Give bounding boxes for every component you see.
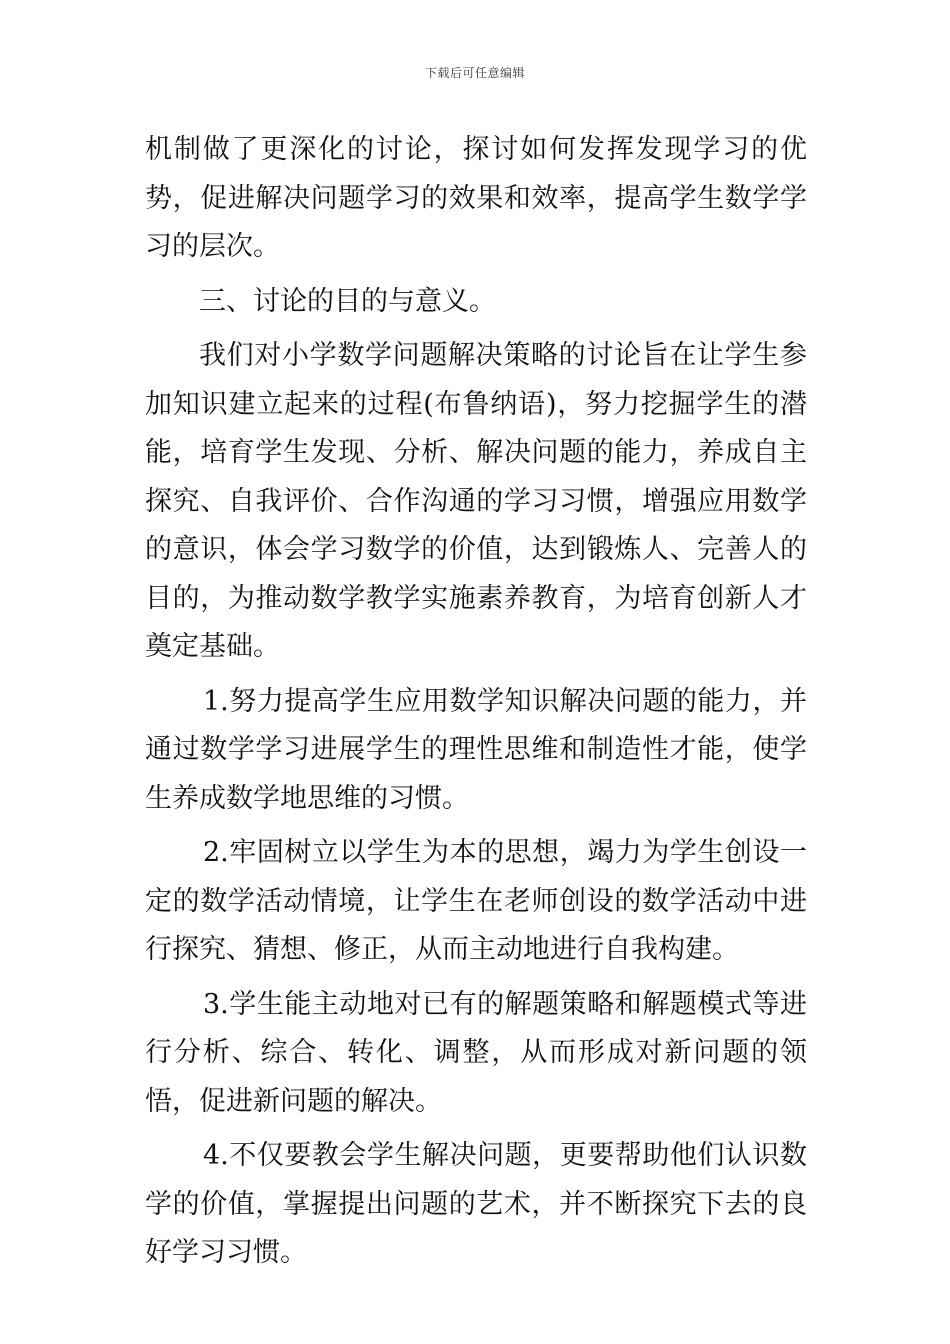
page-header-note: 下载后可任意编辑 bbox=[424, 66, 525, 80]
list-item-4: 4.不仅要教会学生解决问题，更要帮助他们认识数学的价值，掌握提出问题的艺术，并不断探究下去的良好学习习惯。 bbox=[145, 1140, 807, 1268]
list-item-1: 1.努力提高学生应用数学知识解决问题的能力，并通过数学学习进展学生的理性思维和制造性才能，使学生养成数学地思维的习惯。 bbox=[145, 685, 807, 814]
document-body bbox=[145, 126, 807, 1278]
list-item-2: 2.牢固树立以学生为本的思想，竭力为学生创设一定的数学活动情境，让学生在老师创设的数学活动中进行探究、猜想、修正，从而主动地进行自我构建。 bbox=[145, 837, 807, 965]
list-item-3: 3.学生能主动地对已有的解题策略和解题模式等进行分析、综合、转化、调整，从而形成对新问题的领悟，促进新问题的解决。 bbox=[145, 988, 807, 1117]
section-heading: 三、讨论的目的与意义。 bbox=[199, 285, 496, 317]
paragraph-continuation: 机制做了更深化的讨论，探讨如何发挥发现学习的优势，促进解决问题学习的效果和效率，提高学生数学学习的层次。 bbox=[145, 134, 807, 262]
paragraph-purpose: 我们对小学数学问题解决策略的讨论旨在让学生参加知识建立起来的过程(布鲁纳语)，努力挖掘学生的潜能，培育学生发现、分析、解决问题的能力，养成自主探究、自我评价、合作沟通的学习习惯，增强应用数学的意识，体会学习数学的价值，达到锻炼人、完善人的目的，为推动数学教学实施素养教育，为培育创新人才奠定基础。 bbox=[145, 340, 807, 662]
